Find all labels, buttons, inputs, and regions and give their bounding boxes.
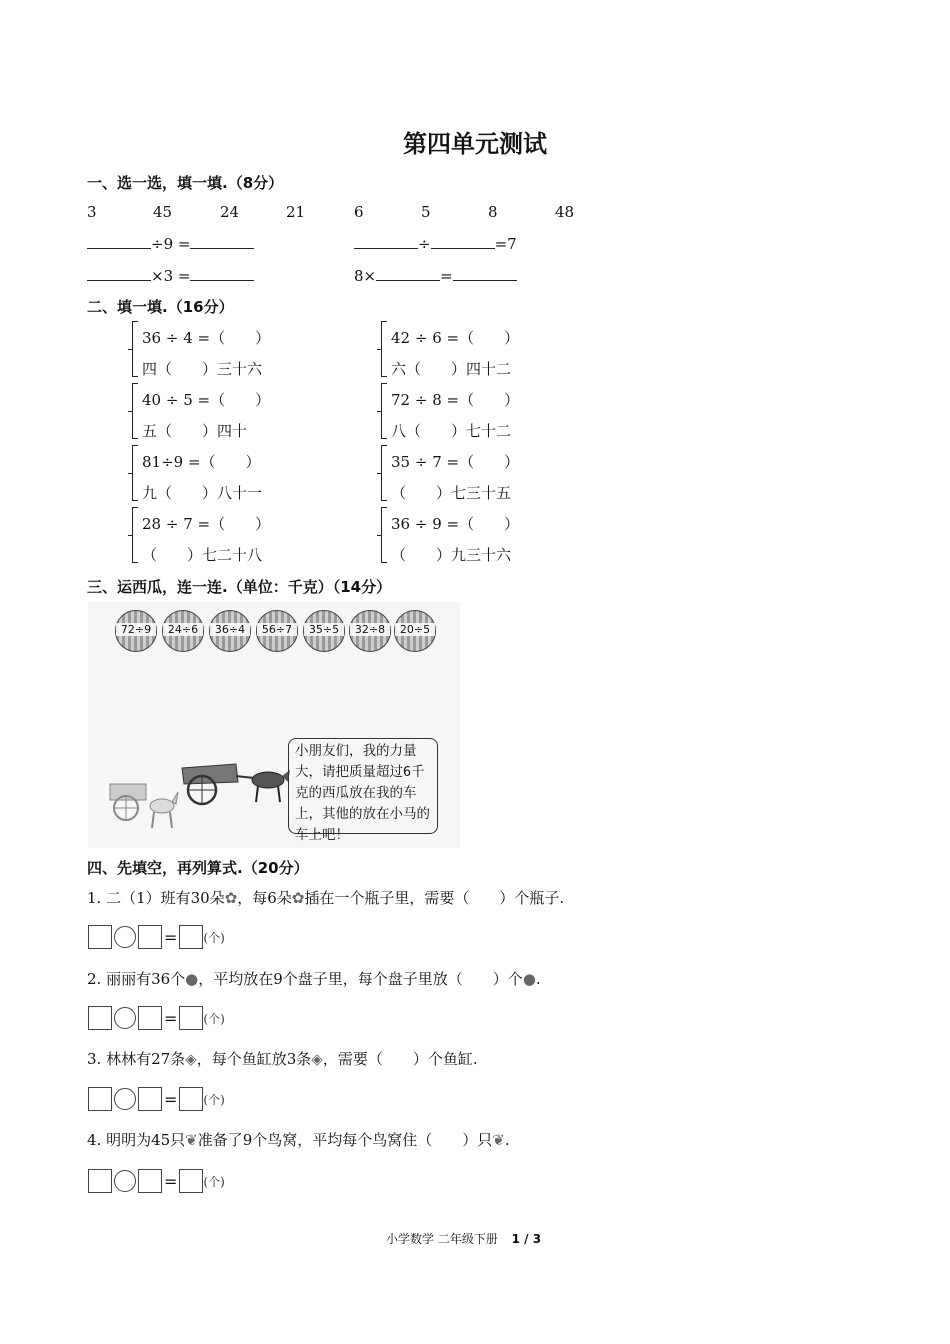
answer-box[interactable] xyxy=(88,1087,112,1111)
multiplication-rhyme: （ ）九三十六 xyxy=(391,546,512,564)
division-item: 42 ÷ 6 =（ ） xyxy=(391,329,520,347)
flower-icon: ✿ xyxy=(224,889,238,907)
question-text: ，平均放在9个盘子里，每个盘子里放（ ）个 xyxy=(198,970,523,988)
speech-bubble: 小朋友们，我的力量大，请把质量超过6千克的西瓜放在我的车上，其他的放在小马的车上吧！ xyxy=(288,738,438,834)
footer xyxy=(386,1230,541,1247)
answer-box[interactable] xyxy=(138,925,162,949)
unit-label: (个) xyxy=(203,930,225,945)
watermelon[interactable] xyxy=(209,610,251,652)
number-option: 21 xyxy=(286,203,306,221)
multiplication-rhyme: 九（ ）八十一 xyxy=(142,484,263,502)
answer-box[interactable] xyxy=(88,1169,112,1193)
multiplication-rhyme: 八（ ）七十二 xyxy=(391,422,512,440)
watermelon-label: 20÷5 xyxy=(395,623,435,636)
equation-2 xyxy=(354,234,517,253)
answer-blank[interactable] xyxy=(190,234,254,249)
operator: = xyxy=(440,267,453,285)
section-2-heading: 二、填一填.（16分） xyxy=(87,298,234,316)
bird-icon: ❦ xyxy=(185,1131,198,1149)
answer-blank[interactable] xyxy=(190,266,254,281)
equation-boxes: = (个) xyxy=(88,1087,225,1111)
brace xyxy=(381,383,390,439)
division-item: 35 ÷ 7 =（ ） xyxy=(391,453,520,471)
unit-label: (个) xyxy=(203,1011,225,1026)
equation-boxes: = (个) xyxy=(88,1006,225,1030)
equation-boxes: = (个) xyxy=(88,1169,225,1193)
division-item: 36 ÷ 9 =（ ） xyxy=(391,515,520,533)
question-text: 准备了9个鸟窝，平均每个鸟窝住（ ）只 xyxy=(197,1131,493,1149)
fish-icon: ◈ xyxy=(311,1050,323,1068)
watermelon[interactable] xyxy=(256,610,298,652)
answer-box[interactable] xyxy=(88,1006,112,1030)
unit-label: (个) xyxy=(203,1092,225,1107)
question-2 xyxy=(87,968,541,989)
question-text: ，需要（ ）个鱼缸. xyxy=(322,1050,478,1068)
number-option: 6 xyxy=(354,203,364,221)
division-item: 36 ÷ 4 =（ ） xyxy=(142,329,271,347)
answer-blank[interactable] xyxy=(87,234,151,249)
ox-cart-icon[interactable] xyxy=(180,758,292,808)
number-option: 8 xyxy=(488,203,498,221)
flower-icon: ✿ xyxy=(291,889,305,907)
watermelon[interactable] xyxy=(394,610,436,652)
question-text: 1. 二（1）班有30朵 xyxy=(87,889,225,907)
apple-icon: ● xyxy=(522,970,536,988)
section-1-heading: 一、选一选，填一填.（8分） xyxy=(87,174,284,192)
equation-4 xyxy=(354,266,517,285)
number-option: 24 xyxy=(220,203,240,221)
brace xyxy=(132,383,141,439)
number-option: 5 xyxy=(421,203,431,221)
watermelon-label: 56÷7 xyxy=(257,623,297,636)
page-number: 1 / 3 xyxy=(511,1232,542,1246)
pony-cart-icon[interactable] xyxy=(106,772,180,834)
division-item: 28 ÷ 7 =（ ） xyxy=(142,515,271,533)
number-option: 3 xyxy=(87,203,97,221)
operator-circle[interactable] xyxy=(114,1007,136,1029)
section-4-heading: 四、先填空，再列算式.（20分） xyxy=(87,859,309,877)
answer-box[interactable] xyxy=(179,1169,203,1193)
apple-icon: ● xyxy=(185,970,199,988)
multiplication-rhyme: （ ）七二十八 xyxy=(142,546,263,564)
answer-blank[interactable] xyxy=(431,234,495,249)
answer-blank[interactable] xyxy=(453,266,517,281)
operator: ÷ xyxy=(418,235,431,253)
watermelon[interactable] xyxy=(162,610,204,652)
equation-3 xyxy=(87,266,254,285)
operator: ÷9 = xyxy=(151,235,191,253)
division-item: 81÷9 =（ ） xyxy=(142,453,261,471)
number-option: 48 xyxy=(555,203,575,221)
watermelon-label: 24÷6 xyxy=(163,623,203,636)
question-text: . xyxy=(535,970,541,988)
answer-blank[interactable] xyxy=(376,266,440,281)
brace xyxy=(381,321,390,377)
operator-circle[interactable] xyxy=(114,1170,136,1192)
answer-box[interactable] xyxy=(138,1087,162,1111)
bird-icon: ❦ xyxy=(492,1131,505,1149)
multiplication-rhyme: （ ）七三十五 xyxy=(391,484,512,502)
section-3-heading: 三、运西瓜，连一连.（单位：千克）（14分） xyxy=(87,578,392,596)
number-option: 45 xyxy=(153,203,173,221)
division-item: 40 ÷ 5 =（ ） xyxy=(142,391,271,409)
answer-box[interactable] xyxy=(179,925,203,949)
fish-icon: ◈ xyxy=(185,1050,197,1068)
watermelon[interactable] xyxy=(349,610,391,652)
answer-box[interactable] xyxy=(138,1169,162,1193)
question-text: ，每6朵 xyxy=(237,889,292,907)
question-3 xyxy=(87,1048,478,1069)
answer-blank[interactable] xyxy=(354,234,418,249)
multiplication-rhyme: 四（ ）三十六 xyxy=(142,360,263,378)
question-text: . xyxy=(504,1131,510,1149)
brace xyxy=(132,445,141,501)
question-4 xyxy=(87,1129,510,1150)
question-text: ，每个鱼缸放3条 xyxy=(196,1050,312,1068)
answer-box[interactable] xyxy=(179,1087,203,1111)
watermelon[interactable] xyxy=(115,610,157,652)
operand: 8× xyxy=(354,267,377,285)
equation-1 xyxy=(87,234,254,253)
question-text: 2. 丽丽有36个 xyxy=(87,970,186,988)
watermelon-label: 36÷4 xyxy=(210,623,250,636)
watermelon[interactable] xyxy=(303,610,345,652)
answer-box[interactable] xyxy=(138,1006,162,1030)
brace xyxy=(381,507,390,563)
answer-box[interactable] xyxy=(88,925,112,949)
question-text: 3. 林林有27条 xyxy=(87,1050,186,1068)
watermelon-label: 32÷8 xyxy=(350,623,390,636)
multiplication-rhyme: 六（ ）四十二 xyxy=(391,360,512,378)
answer-blank[interactable] xyxy=(87,266,151,281)
question-1 xyxy=(87,887,564,908)
page-title: 第四单元测试 xyxy=(403,130,547,158)
operator: ×3 = xyxy=(151,267,191,285)
operator-circle[interactable] xyxy=(114,926,136,948)
unit-label: (个) xyxy=(203,1174,225,1189)
watermelon-label: 72÷9 xyxy=(116,623,156,636)
brace xyxy=(132,321,141,377)
result: =7 xyxy=(494,235,517,253)
footer-text: 小学数学 二年级下册 xyxy=(386,1232,498,1246)
brace xyxy=(132,507,141,563)
multiplication-rhyme: 五（ ）四十 xyxy=(142,422,248,440)
operator-circle[interactable] xyxy=(114,1088,136,1110)
answer-box[interactable] xyxy=(179,1006,203,1030)
watermelon-label: 35÷5 xyxy=(304,623,344,636)
division-item: 72 ÷ 8 =（ ） xyxy=(391,391,520,409)
equation-boxes: = (个) xyxy=(88,925,225,949)
question-text: 插在一个瓶子里，需要（ ）个瓶子. xyxy=(304,889,565,907)
question-text: 4. 明明为45只 xyxy=(87,1131,186,1149)
brace xyxy=(381,445,390,501)
